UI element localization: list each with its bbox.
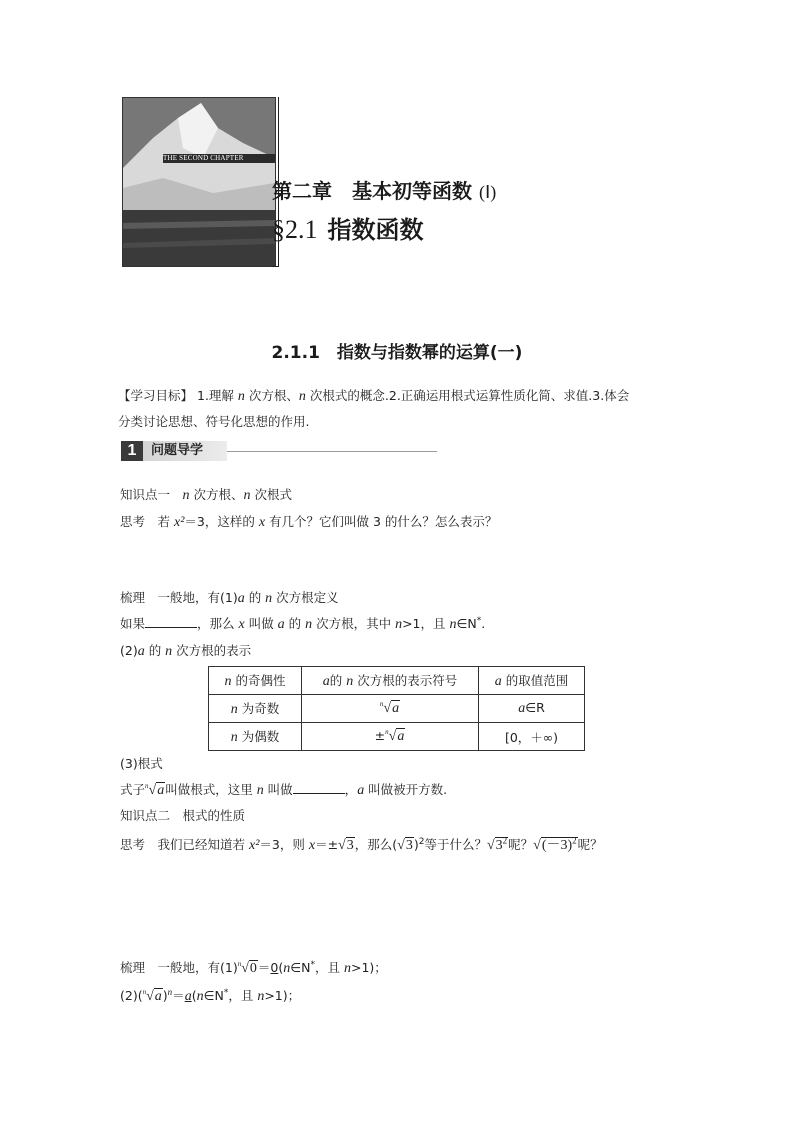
kp2-heading: 知识点二 根式的性质 — [120, 808, 246, 823]
frame-line-bottom — [272, 266, 279, 267]
table-header-row — [209, 667, 585, 695]
root3-heading: (3)根式 — [120, 756, 163, 771]
answer-blank[interactable] — [145, 615, 197, 628]
banner-rule — [227, 451, 437, 452]
nth-root-table — [208, 666, 585, 751]
table-cell: $^n$√a — [302, 695, 479, 723]
sort1-line-2: 如果 ，那么 x 叫做 a 的 n 次方根，其中 n>1，且 n∈N*. — [120, 615, 486, 632]
objectives-line-2: 分类讨论思想、符号化思想的作用. — [118, 414, 310, 429]
table-header-cell: a的 n 次方根的表示符号 — [302, 667, 479, 695]
chapter-band-label: THE SECOND CHAPTER — [163, 154, 275, 163]
table-row — [209, 723, 585, 751]
mountain-photo — [122, 97, 276, 267]
kp1-heading: 知识点一 n 次方根、n 次根式 — [120, 487, 292, 503]
sort2-line-2: $(2)(^n√a)^n=a(n\in N^*$，且 n>1)； — [120, 986, 301, 1004]
kp2-think: 思考 我们已经知道若 x²＝3，则 x＝±√3，那么$(√3)^2$等于什么？$√3^2$呢？$√(-3)^2$呢？ — [120, 835, 603, 853]
sort1-line-1: 梳理 一般地，有(1)a 的 n 次方根定义 — [120, 590, 339, 606]
sort2-line-1: 梳理 一般地，有$(1)^n√0=0(n\in N^*$，且 n>1)； — [120, 959, 387, 976]
mountain-illustration — [123, 98, 275, 266]
section-title: §2.1 指数函数 — [272, 215, 424, 244]
table-cell: a∈R — [479, 695, 585, 723]
banner-number: 1 — [121, 441, 143, 461]
table-header-cell: n 的奇偶性 — [209, 667, 302, 695]
table-cell: n 为偶数 — [209, 723, 302, 751]
sort1-line-3: (2)a 的 n 次方根的表示 — [120, 643, 252, 659]
subsection-title: 2.1.1 指数与指数幂的运算(一) — [271, 343, 523, 363]
objectives-line-1: 【学习目标】 1.理解 n 次方根、n 次根式的概念.2.正确运用根式运算性质化简、求值.3.体会 — [118, 388, 630, 404]
root3-line: 式子$^n$√a叫做根式，这里 n 叫做 ，a 叫做被开方数. — [120, 782, 448, 798]
chapter-cover-image — [122, 97, 278, 267]
table-cell: ±$^n$√a — [302, 723, 479, 751]
banner-label: 问题导学 — [143, 441, 227, 461]
table-row — [209, 695, 585, 723]
table-cell: n 为奇数 — [209, 695, 302, 723]
kp1-think: 思考 若 x²＝3，这样的 x 有几个？它们叫做 3 的什么？怎么表示？ — [120, 514, 498, 530]
table-cell: [0，＋∞) — [479, 723, 585, 751]
chapter-title: 第二章 基本初等函数 (Ⅰ) — [272, 179, 497, 203]
answer-blank[interactable] — [293, 781, 345, 794]
table-header-cell: a 的取值范围 — [479, 667, 585, 695]
